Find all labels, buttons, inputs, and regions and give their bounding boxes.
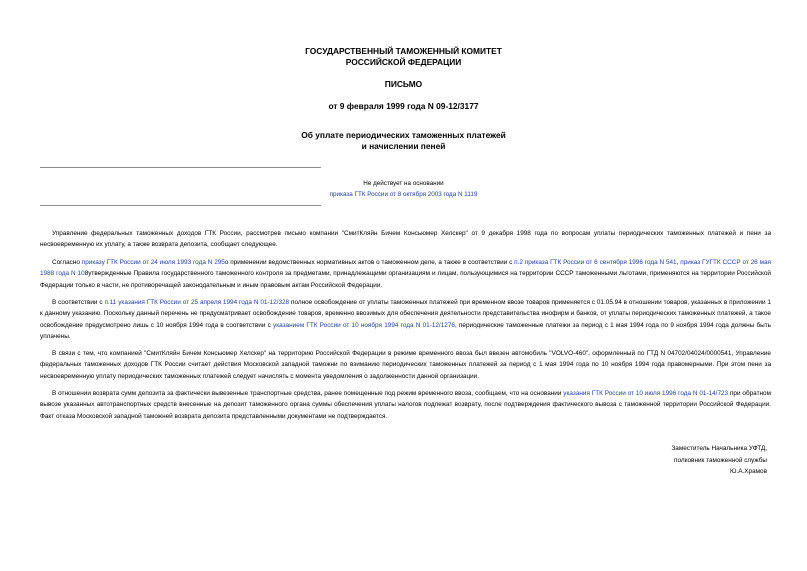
signature-position: Заместитель Начальника УФТД,	[671, 445, 767, 452]
document-subject-line1: Об уплате периодических таможенных платежей	[301, 130, 506, 140]
paragraph-1: Управление федеральных таможенных доходов ГТК России, рассмотрев письмо компании "СмитКляйн Бичем Консьюмер Хелскер" от 9 декабря 1998 года по вопросам уплаты периодических таможенных платежей и пени за несвоевременную их уплату, а также возврата депозита, сообщает следующее.	[40, 230, 771, 249]
p2-text-3: ,	[676, 259, 681, 266]
document-type: ПИСЬМО	[384, 79, 423, 89]
status-note-link-wrap	[0, 189, 807, 200]
p3-text-1: В соответствии с	[52, 299, 105, 306]
signature-rank: полковник таможенной службы	[674, 456, 767, 464]
issuing-authority-line2: РОССИЙСКОЙ ФЕДЕРАЦИИ	[345, 57, 462, 67]
p5-text-1: В отношении возврата сумм депозита за фактически вывезенные транспортные средства, ранее помещенные под режим временного ввоза, сообщаем, что на основании	[52, 390, 564, 397]
p2-text-4: 8утвержденные Правила государственного таможенного контроля за предметами, принадлежащими организациям и лицам, пользующимися на территории СССР таможенными льготами, применяются на территории Российской Федерации только в части, не противоречащей законодательным и иным правовым актам Российской Федерации.	[40, 270, 772, 289]
bottom-divider	[40, 205, 321, 206]
document-date-number: от 9 февраля 1999 года N 09-12/3177	[328, 101, 479, 111]
p2-link-order-295[interactable]: приказу ГТК России от 24 июля 1993 года N 295	[81, 259, 225, 266]
status-note: Не действует на основании	[363, 180, 444, 187]
p2-text-2: о применении ведомственных нормативных актов о таможенном деле, а также в соответствии с	[224, 259, 515, 266]
p3-text-3: , периодические таможенные платежи за период с 1 мая 1994 года по 9 ноября 1994 года должны быть уплачены.	[40, 321, 771, 340]
paragraph-5	[40, 388, 771, 422]
paragraph-4: В связи с тем, что компанией "СмитКляйн Бичем Консьюмер Хелскер" на территорию Российской Федерации в режиме временного ввоза был ввезен автомобиль "VOLVO-460", оформленный по ГТД N 04702/04024/0000541, Управление федеральных таможенных доходов ГТК России считает действия Московской западной таможни по взиманию периодических таможенных платежей за период с 1 мая 1994 года по 10 ноября 1994 года правомерными. При этом пени за несвоевременную уплату периодических таможенных платежей следует начислять с момента уведомления о задолженности данной организации.	[40, 350, 771, 380]
top-divider	[40, 167, 321, 168]
paragraph-2	[40, 257, 771, 291]
p3-link-instruction-1276[interactable]: указанием ГТК России от 10 ноября 1994 года N 01-12/1276	[273, 321, 455, 329]
p2-text-1: Согласно	[52, 259, 82, 266]
paragraph-3	[40, 297, 771, 342]
status-note-link[interactable]: приказа ГТК России от 8 октября 2003 года N 1119	[329, 191, 478, 198]
issuing-authority-line1: ГОСУДАРСТВЕННЫЙ ТАМОЖЕННЫЙ КОМИТЕТ	[305, 46, 502, 56]
document-subject-line2: и начислении пеней	[361, 141, 446, 151]
signature-name: Ю.А.Храмов	[730, 468, 767, 475]
p5-link-instruction-723[interactable]: указания ГТК России от 10 июля 1996 года N 01-14/723	[563, 390, 729, 397]
p2-link-order-108[interactable]: приказ ГУГТК СССР от 26 мая 1988 года N 10	[40, 259, 771, 278]
signature-block	[507, 443, 767, 478]
p3-link-instruction-328[interactable]: п.11 указания ГТК России от 25 апреля 1994 года N 01-12/328	[104, 299, 290, 306]
p3-text-2: полное освобождение от уплаты таможенных платежей при временном ввозе товаров применяется с 01.05.94 в отношении товаров, указанных в приложении 1 к данному указанию. Поскольку данный перечень не предусматривает освобождение товаров, временно ввозимых для обеспечения деятельности представительства инофирм и банков, от уплаты периодических таможенных платежей, а такое освобождение предусмотрено лишь с 10 ноября 1994 года в соответствии с	[40, 299, 771, 329]
p2-link-order-541[interactable]: п.2 приказа ГТК России от 6 сентября 1996 года N 541	[514, 259, 677, 266]
p5-text-2: при обратном вывозе указанных автотранспортных средств внесенные на депозит таможенного органа суммы обеспечения уплаты налогов подлежат возврату, после подтверждения фактического вывоза с таможенной территории Российской Федерации. Факт отказа Московской западной таможней возврата депозита представленными документами не подтверждается.	[40, 390, 771, 420]
